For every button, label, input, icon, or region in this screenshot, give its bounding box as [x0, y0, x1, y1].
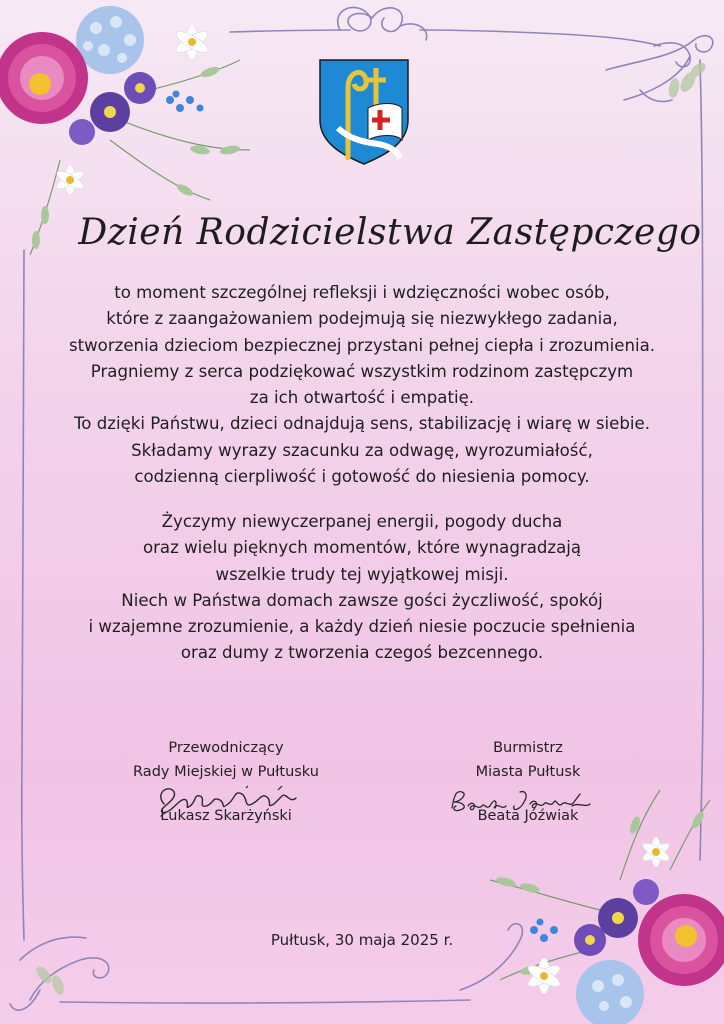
- place-and-date: Pułtusk, 30 maja 2025 r.: [270, 931, 454, 949]
- signatory-name: Łukasz Skarżyński: [160, 808, 292, 824]
- handwritten-signature-right: [446, 784, 596, 816]
- paragraph-line: stworzenia dzieciom bezpiecznej przystani pełnej ciepła i zrozumienia.: [68, 335, 656, 355]
- paragraph-line: Życzymy niewyczerpanej energii, pogody ducha: [161, 512, 563, 531]
- main-paragraph: [20, 280, 704, 490]
- paragraph-line: Pragniemy z serca podziękować wszystkim rodzinom zastępczym: [90, 361, 634, 381]
- paragraph-line: Składamy wyrazy szacunku za odwagę, wyrozumiałość,: [131, 440, 593, 460]
- document-title: Dzień Rodzicielstwa Zastępczego: [78, 212, 702, 253]
- signatory-name: Beata Jóźwiak: [477, 808, 579, 824]
- handwritten-signature-left: [150, 782, 310, 816]
- paragraph-line: Niech w Państwa domach zawsze gości życzliwość, spokój: [121, 590, 603, 610]
- wishes-paragraph: [20, 509, 704, 667]
- signatory-institution: Rady Miejskiej w Pułtusku: [133, 764, 319, 780]
- signatory-role: Przewodniczący: [168, 740, 284, 756]
- paragraph-line: oraz dumy z tworzenia czegoś bezcennego.: [180, 643, 544, 663]
- paragraph-line: to moment szczególnej refleksji i wdzięczności wobec osób,: [114, 283, 610, 302]
- paragraph-line: codzienną cierpliwość i gotowość do niesienia pomocy.: [134, 467, 590, 487]
- paragraph-line: za ich otwartość i empatię.: [249, 388, 475, 408]
- paragraph-line: oraz wielu pięknych momentów, które wynagradzają: [142, 538, 582, 558]
- paragraph-line: które z zaangażowaniem podejmują się niezwykłego zadania,: [106, 309, 618, 329]
- paragraph-line: wszelkie trudy tej wyjątkowej misji.: [215, 564, 509, 584]
- coat-of-arms-icon: [318, 58, 410, 166]
- signatory-institution: Miasta Pułtusk: [475, 764, 581, 780]
- paragraph-line: To dzięki Państwu, dzieci odnajdują sens, stabilizację i wiarę w siebie.: [73, 414, 651, 434]
- paragraph-line: i wzajemne zrozumienie, a każdy dzień niesie poczucie spełnienia: [88, 617, 636, 637]
- signatory-role: Burmistrz: [493, 740, 563, 756]
